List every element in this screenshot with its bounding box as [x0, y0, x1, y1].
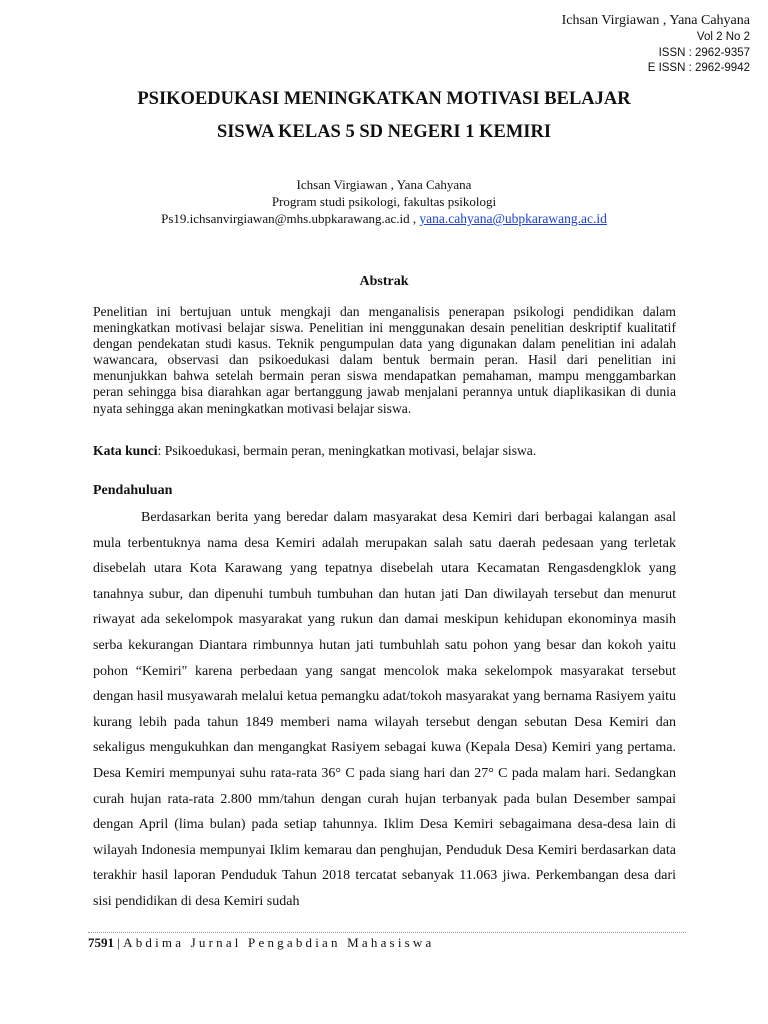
keywords-label: Kata kunci [93, 443, 158, 458]
email-separator: , [409, 211, 420, 226]
running-head [562, 12, 750, 77]
running-head-volume: Vol 2 No 2 [696, 31, 750, 43]
section-heading-introduction: Pendahuluan [93, 483, 173, 498]
abstract-body: Penelitian ini bertujuan untuk mengkaji dan menganalisis penerapan psikologi pendidikan dalam meningkatkan motivasi belajar siswa. Penelitian ini menggunakan desain penelitian deskriptif kualitatif dengan pendekatan studi kasus. Teknik pengumpulan data yang digunakan dalam penelitian ini adalah wawancara, observasi dan psikoedukasi dalam bentuk bermain peran. Hasil dari penelitian ini menunjukkan bahwa setelah bermain peran siswa mendapatkan pemahaman, mampu menggambarkan peran sehingga bisa diarahkan agar bertanggung jawab menjalani perannya untuk diaplikasikan di dunia nyata sehingga akan meningkatkan motivasi belajar siswa. [93, 304, 676, 416]
running-head-eissn: E ISSN : 2962-9942 [647, 62, 750, 74]
author-block [60, 176, 708, 227]
footer-divider [88, 932, 686, 933]
page-number: 7591 [88, 935, 114, 950]
keywords-line [93, 442, 676, 459]
author-emails [60, 210, 708, 227]
author-email-1: Ps19.ichsanvirgiawan@mhs.ubpkarawang.ac.id [161, 211, 410, 226]
keywords-text: : Psikoedukasi, bermain peran, meningkatkan motivasi, belajar siswa. [157, 443, 537, 458]
introduction-body: Berdasarkan berita yang beredar dalam masyarakat desa Kemiri dari berbagai kalangan asal mula terbentuknya nama desa Kemiri adalah merupakan salah satu daerah pedesaan yang terletak disebelah utara Kota Karawang yang tepatnya disebelah utara Kecamatan Rengasdengklok yang tanahnya subur, dan dipenuhi tumbuh tumbuhan dan hutan jati Dan diwilayah tersebut dan menurut riwayat ada sekelompok masyarakat yang rukun dan damai meskipun kehidupan ekonominya masih serba kekurangan Diantara rimbunnya hutan jati tumbuhlah satu pohon yang besar dan kokoh yaitu pohon “Kemiri" karena perbedaan yang sangat mencolok maka sekelompok masyarakat tersebut dengan hasil musyawarah melalui ketua pemangku adat/tokoh masyarakat yang bernama Rasiyem yaitu kurang lebih pada tahun 1849 memberi nama wilayah tersebut dengan sebutan Desa Kemiri dan sekaligus mengukuhkan dan mengangkat Rasiyem sebagai kuwa (Kepala Desa) Kemiri yang pertama. Desa Kemiri mempunyai suhu rata-rata 36° C pada siang hari dan 27° C pada malam hari. Sedangkan curah hujan rata-rata 2.800 mm/tahun dengan curah hujan terbanyak pada bulan Desember sampai dengan April (lima bulan) pada setiap tahunnya. Iklim Desa Kemiri sebagaimana desa-desa lain di wilayah Indonesia mempunyai Iklim kemarau dan penghujan, Penduduk Desa Kemiri berdasarkan data terakhir hasil laporan Penduduk Tahun 2018 tercatat sebanyak 11.063 jiwa. Perkembangan desa dari sisi pendidikan di desa Kemiri sudah [93, 510, 676, 909]
running-head-authors: Ichsan Virgiawan , Yana Cahyana [561, 13, 750, 28]
paper-title-line-2: SISWA KELAS 5 SD NEGERI 1 KEMIRI [216, 122, 552, 142]
page-footer [88, 935, 434, 951]
paper-title-line-1: PSIKOEDUKASI MENINGKATKAN MOTIVASI BELAJAR [137, 89, 631, 109]
running-head-issn: ISSN : 2962-9357 [658, 46, 750, 59]
author-names: Ichsan Virgiawan , Yana Cahyana [296, 177, 472, 192]
abstract-heading: Abstrak [359, 274, 409, 289]
author-email-2-link[interactable]: yana.cahyana@ubpkarawang.ac.id [419, 211, 607, 226]
author-affiliation: Program studi psikologi, fakultas psikologi [271, 194, 497, 209]
footer-separator: | [114, 935, 124, 950]
journal-name: Abdima Jurnal Pengabdian Mahasiswa [123, 935, 435, 950]
